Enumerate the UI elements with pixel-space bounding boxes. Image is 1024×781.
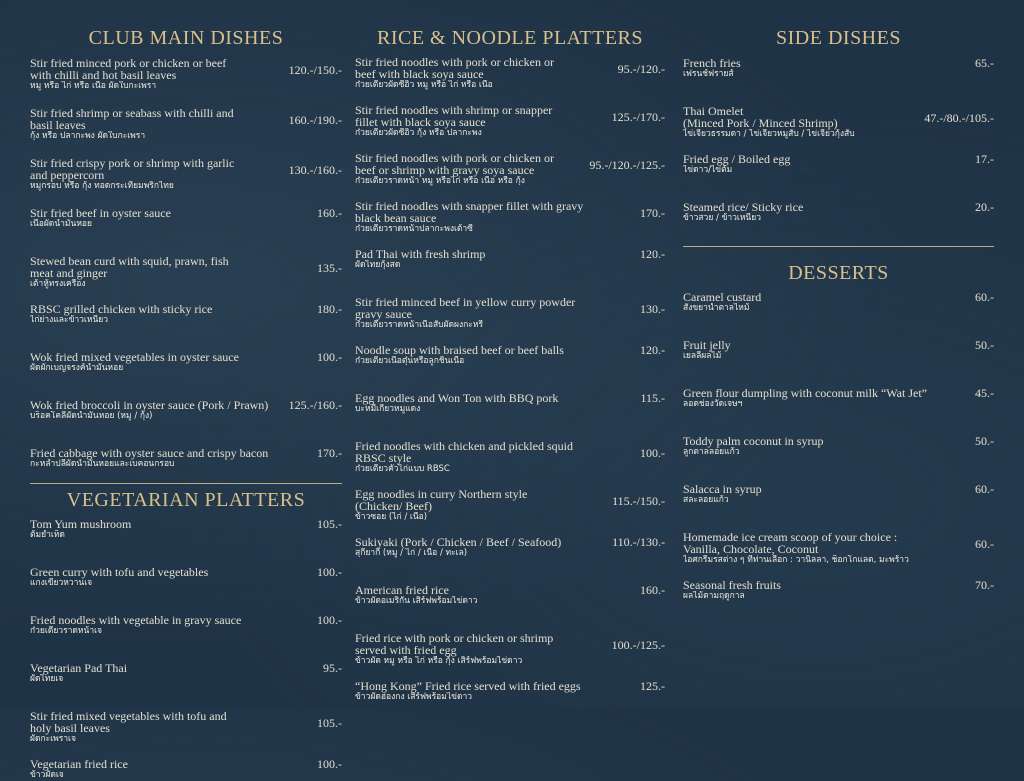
menu-item bbox=[683, 153, 994, 176]
menu-item bbox=[30, 399, 342, 422]
menu-item-price: 170.- bbox=[317, 446, 342, 460]
menu-item-price: 180.- bbox=[317, 302, 342, 316]
menu-item bbox=[30, 207, 342, 230]
menu-item-thai-name: ลูกตาลลอยแก้ว bbox=[683, 447, 740, 457]
menu-item-thai-name: ข้าวซอย (ไก่ / เนื้อ) bbox=[355, 512, 428, 522]
section-title-rice-noodle: RICE & NOODLE PLATTERS bbox=[377, 27, 643, 49]
menu-item-name: Stir fried noodles with pork or chicken or bbox=[355, 151, 554, 165]
menu-item-price: 125.- bbox=[640, 679, 665, 693]
menu-item-name: Vegetarian Pad Thai bbox=[30, 661, 128, 675]
menu-item-name: Salacca in syrup bbox=[683, 482, 762, 496]
menu-item-name: Egg noodles and Won Ton with BBQ pork bbox=[355, 391, 559, 405]
menu-item bbox=[355, 104, 665, 139]
menu-item-price: 100.- bbox=[640, 446, 665, 460]
menu-item bbox=[355, 248, 665, 271]
menu-item-name: meat and ginger bbox=[30, 266, 108, 280]
menu-item bbox=[30, 518, 342, 541]
menu-item-price: 17.- bbox=[975, 152, 994, 166]
menu-item-name: Stir fried minced pork or chicken or beef bbox=[30, 56, 227, 70]
menu-item-name: American fried rice bbox=[355, 583, 449, 597]
menu-item-name: Seasonal fresh fruits bbox=[683, 578, 781, 592]
menu-item-price: 160.-/190.- bbox=[288, 113, 342, 127]
menu-item-name: “Hong Kong” Fried rice served with fried eggs bbox=[355, 679, 581, 693]
menu-item bbox=[30, 107, 342, 142]
menu-item-thai-name: ก๋วยเตี๋ยวผัดซีอิ๊ว หมู หรือ ไก่ หรือ เนื้อ bbox=[355, 80, 493, 90]
menu-item-price: 170.- bbox=[640, 206, 665, 220]
side-dishes-list bbox=[683, 57, 994, 224]
menu-item-price: 125.-/160.- bbox=[288, 398, 342, 412]
menu-item-price: 50.- bbox=[975, 338, 994, 352]
menu-item-name: Stir fried minced beef in yellow curry powder bbox=[355, 295, 576, 309]
menu-item-price: 100.- bbox=[317, 757, 342, 771]
menu-item bbox=[355, 680, 665, 703]
menu-item-name: Stir fried noodles with snapper fillet with gravy bbox=[355, 199, 584, 213]
menu-item bbox=[683, 201, 994, 224]
menu-item-name: Fried rice with pork or chicken or shrimp bbox=[355, 631, 554, 645]
menu-item-price: 50.- bbox=[975, 434, 994, 448]
menu-item-price: 130.- bbox=[640, 302, 665, 316]
menu-item-thai-name: ไข่เจียวธรรมดา / ไข่เจียวหมูสับ / ไข่เจียวกุ้งสับ bbox=[683, 129, 855, 139]
club-main-list bbox=[30, 57, 342, 470]
left-column bbox=[30, 0, 342, 781]
menu-item-thai-name: บร็อคโคลี่ผัดน้ำมันหอย (หมู / กุ้ง) bbox=[30, 411, 153, 421]
menu-item-name: Toddy palm coconut in syrup bbox=[683, 434, 824, 448]
menu-item-thai-name: ก๋วยเตี๋ยวผัดซีอิ๊ว กุ้ง หรือ ปลากะพง bbox=[355, 128, 482, 138]
menu-item-name: fillet with black soya sauce bbox=[355, 115, 486, 129]
menu-item-price: 60.- bbox=[975, 537, 994, 551]
menu-item-price: 135.- bbox=[317, 261, 342, 275]
menu-item-thai-name: ไก่ย่างและข้าวเหนียว bbox=[30, 315, 109, 325]
menu-item-price: 100.- bbox=[317, 565, 342, 579]
menu-item-name: Fried egg / Boiled egg bbox=[683, 152, 791, 166]
menu-item-name: Stir fried crispy pork or shrimp with garlic bbox=[30, 156, 235, 170]
menu-item-thai-name: แกงเขียวหวานเจ bbox=[30, 578, 93, 588]
menu-item bbox=[355, 344, 665, 367]
menu-item bbox=[355, 584, 665, 607]
menu-item-price: 100.- bbox=[317, 350, 342, 364]
menu-item bbox=[683, 291, 994, 314]
menu-item bbox=[30, 710, 342, 745]
menu-item-thai-name: เนื้อผัดน้ำมันหอย bbox=[30, 219, 93, 229]
menu-item bbox=[30, 662, 342, 685]
menu-item-thai-name: ข้าวผัดเจ bbox=[30, 770, 64, 780]
menu-item-name: Fried cabbage with oyster sauce and crispy bacon bbox=[30, 446, 269, 460]
menu-item bbox=[355, 152, 665, 187]
menu-item-name: Tom Yum mushroom bbox=[30, 517, 132, 531]
menu-item-name: and peppercorn bbox=[30, 168, 105, 182]
menu-item bbox=[683, 57, 994, 80]
menu-item-thai-name: ผัดไทยเจ bbox=[30, 674, 64, 684]
menu-item-name: Egg noodles in curry Northern style bbox=[355, 487, 528, 501]
menu-item-price: 70.- bbox=[975, 578, 994, 592]
menu-item bbox=[30, 614, 342, 637]
menu-item-name: Stir fried shrimp or seabass with chilli and bbox=[30, 106, 234, 120]
menu-item-name: Vegetarian fried rice bbox=[30, 757, 128, 771]
menu-item-name: RBSC grilled chicken with sticky rice bbox=[30, 302, 213, 316]
menu-item-price: 95.-/120.-/125.- bbox=[589, 158, 665, 172]
menu-item bbox=[30, 351, 342, 374]
menu-item-thai-name: บะหมี่เกี๊ยวหมูแดง bbox=[355, 404, 421, 414]
menu-item-name: Green flour dumpling with coconut milk “Wat Jet” bbox=[683, 386, 927, 400]
section-title-vegetarian: VEGETARIAN PLATTERS bbox=[66, 489, 306, 511]
menu-item bbox=[683, 387, 994, 410]
menu-item bbox=[30, 566, 342, 589]
menu-item-thai-name: กะหล่ำปลีผัดน้ำมันหอยและเบคอนกรอบ bbox=[30, 459, 175, 469]
menu-item-name: Sukiyaki (Pork / Chicken / Beef / Seafood) bbox=[355, 535, 562, 549]
menu-item-thai-name: ลอดช่องวัดเจษฯ bbox=[683, 399, 743, 409]
menu-item-name: Stewed bean curd with squid, prawn, fish bbox=[30, 254, 229, 268]
section-divider bbox=[683, 246, 994, 247]
menu-item bbox=[683, 579, 994, 602]
menu-item-name: (Chicken/ Beef) bbox=[355, 499, 432, 513]
menu-item-thai-name: ก๋วยเตี๋ยวราดหน้าปลากะพงเต้าซี่ bbox=[355, 224, 473, 234]
menu-item-name: Pad Thai with fresh shrimp bbox=[355, 247, 486, 261]
menu-item-price: 60.- bbox=[975, 482, 994, 496]
menu-item-price: 105.- bbox=[317, 716, 342, 730]
menu-item-thai-name: หมูกรอบ หรือ กุ้ง ทอดกระเทียมพริกไทย bbox=[30, 181, 174, 191]
menu-item-thai-name: ก๋วยเตี๋ยวราดหน้าเจ bbox=[30, 626, 103, 636]
menu-item-thai-name: ผัดผักเบญจรงค์น้ำมันหอย bbox=[30, 363, 124, 373]
menu-item-price: 115.- bbox=[640, 391, 665, 405]
menu-item-name: Wok fried broccoli in oyster sauce (Pork / Prawn) bbox=[30, 398, 269, 412]
menu-item-price: 130.-/160.- bbox=[288, 163, 342, 177]
menu-item-thai-name: ผัดไทยกุ้งสด bbox=[355, 260, 401, 270]
menu-item-price: 160.- bbox=[317, 206, 342, 220]
menu-item-name: Fruit jelly bbox=[683, 338, 731, 352]
right-column bbox=[683, 0, 994, 602]
menu-item bbox=[355, 296, 665, 331]
menu-item-price: 47.-/80.-/105.- bbox=[924, 111, 994, 125]
menu-item-price: 120.- bbox=[640, 343, 665, 357]
vegetarian-list bbox=[30, 518, 342, 781]
menu-item-thai-name: ข้าวผัดฮ่องกง เสิร์ฟพร้อมไข่ดาว bbox=[355, 692, 473, 702]
menu-item bbox=[30, 303, 342, 326]
menu-item-thai-name: เยลลี่ผลไม้ bbox=[683, 351, 722, 361]
section-title-desserts: DESSERTS bbox=[788, 262, 889, 284]
menu-item-price: 65.- bbox=[975, 56, 994, 70]
menu-item-thai-name: สละลอยแก้ว bbox=[683, 495, 729, 505]
menu-item-name: holy basil leaves bbox=[30, 721, 110, 735]
desserts-list bbox=[683, 291, 994, 602]
menu-item bbox=[355, 488, 665, 523]
menu-item-thai-name: ข้าวผัดอเมริกัน เสิร์ฟพร้อมไข่ดาว bbox=[355, 596, 478, 606]
menu-item-name: Fried noodles with chicken and pickled squid bbox=[355, 439, 573, 453]
menu-item-thai-name: ข้าวผัด หมู หรือ ไก่ หรือ กุ้ง เสิร์ฟพร้อมไข่ดาว bbox=[355, 656, 523, 666]
menu-item-name: gravy sauce bbox=[355, 307, 412, 321]
menu-item-thai-name: ไอศกรีมรสต่าง ๆ ที่ท่านเลือก : วานิลลา, ช็อกโกแลต, มะพร้าว bbox=[683, 555, 909, 565]
rice-noodle-list bbox=[355, 56, 665, 703]
menu-item-price: 115.-/150.- bbox=[612, 494, 665, 508]
menu-item-price: 95.- bbox=[323, 661, 342, 675]
menu-item bbox=[355, 536, 665, 559]
menu-item-thai-name: สังขยาน้ำตาลไหม้ bbox=[683, 303, 750, 313]
menu-item-price: 125.-/170.- bbox=[611, 110, 665, 124]
menu-item bbox=[683, 339, 994, 362]
menu-item-name: with chilli and hot basil leaves bbox=[30, 68, 177, 82]
menu-item-thai-name: ก๋วยเตี๋ยวเนื้อตุ๋นหรือลูกชิ้นเนื้อ bbox=[355, 356, 465, 366]
menu-item-thai-name: ก๋วยเตี๋ยวราดหน้าเนื้อสับผัดผงกะหรี่ bbox=[355, 320, 484, 330]
menu-item bbox=[30, 157, 342, 192]
menu-item bbox=[683, 483, 994, 506]
menu-item-thai-name: กุ้ง หรือ ปลากะพง ผัดใบกะเพรา bbox=[30, 131, 146, 141]
menu-item-thai-name: เฟรนช์ฟรายส์ bbox=[683, 69, 734, 79]
menu-item-price: 100.- bbox=[317, 613, 342, 627]
menu-item bbox=[355, 392, 665, 415]
menu-item bbox=[355, 632, 665, 667]
menu-item-name: beef with black soya sauce bbox=[355, 67, 484, 81]
menu-item-name: beef or shrimp with gravy soya sauce bbox=[355, 163, 535, 177]
menu-item-price: 20.- bbox=[975, 200, 994, 214]
section-title-club-main: CLUB MAIN DISHES bbox=[88, 27, 284, 49]
menu-item-name: Steamed rice/ Sticky rice bbox=[683, 200, 804, 214]
menu-item-name: Green curry with tofu and vegetables bbox=[30, 565, 209, 579]
menu-item-name: basil leaves bbox=[30, 118, 86, 132]
menu-item bbox=[683, 531, 994, 566]
menu-item-thai-name: ผลไม้ตามฤดูกาล bbox=[683, 591, 745, 601]
menu-item-price: 105.- bbox=[317, 517, 342, 531]
menu-item-thai-name: หมู หรือ ไก่ หรือ เนื้อ ผัดใบกะเพรา bbox=[30, 81, 157, 91]
menu-item-price: 100.-/125.- bbox=[611, 638, 665, 652]
menu-item-thai-name: ผัดกะเพราเจ bbox=[30, 734, 76, 744]
menu-item-price: 45.- bbox=[975, 386, 994, 400]
menu-item-price: 60.- bbox=[975, 290, 994, 304]
menu-item bbox=[683, 435, 994, 458]
menu-item-thai-name: ข้าวสวย / ข้าวเหนียว bbox=[683, 213, 761, 223]
menu-item bbox=[30, 758, 342, 781]
menu-item-name: Caramel custard bbox=[683, 290, 762, 304]
menu-item-name: French fries bbox=[683, 56, 741, 70]
menu-item bbox=[683, 105, 994, 140]
menu-item-thai-name: สุกี้ยากี้ (หมู / ไก่ / เนื้อ / ทะเล) bbox=[355, 548, 468, 558]
menu-item-thai-name: ต้มยำเห็ด bbox=[30, 530, 65, 540]
menu-item-name: Stir fried noodles with shrimp or snapper bbox=[355, 103, 553, 117]
menu-item-name: Stir fried beef in oyster sauce bbox=[30, 206, 171, 220]
menu-item-price: 160.- bbox=[640, 583, 665, 597]
menu-item-thai-name: เต้าหู้ทรงเครื่อง bbox=[30, 279, 86, 289]
middle-column bbox=[355, 0, 665, 703]
menu-item-name: Stir fried mixed vegetables with tofu and bbox=[30, 709, 227, 723]
menu-item-thai-name: ก๋วยเตี๋ยวคั่วไก่แบบ RBSC bbox=[355, 464, 450, 474]
menu-item-name: Stir fried noodles with pork or chicken or bbox=[355, 55, 554, 69]
menu-item-price: 95.-/120.- bbox=[617, 62, 665, 76]
menu-item-name: Noodle soup with braised beef or beef balls bbox=[355, 343, 564, 357]
menu-item-price: 120.-/150.- bbox=[288, 63, 342, 77]
menu-item-price: 110.-/130.- bbox=[612, 535, 665, 549]
menu-item-name: Homemade ice cream scoop of your choice : bbox=[683, 530, 898, 544]
menu-item bbox=[30, 57, 342, 92]
menu-item-thai-name: ไข่ดาว/ไข่ต้ม bbox=[683, 165, 733, 175]
menu-item bbox=[355, 440, 665, 475]
section-title-side-dishes: SIDE DISHES bbox=[776, 27, 901, 49]
menu-item-name: served with fried egg bbox=[355, 643, 457, 657]
menu-item bbox=[30, 255, 342, 290]
menu-item-name: Thai Omelet bbox=[683, 104, 744, 118]
menu-item-name: (Minced Pork / Minced Shrimp) bbox=[683, 116, 838, 130]
menu-item-name: Fried noodles with vegetable in gravy sauce bbox=[30, 613, 242, 627]
menu-item bbox=[355, 200, 665, 235]
menu-item-name: Vanilla, Chocolate, Coconut bbox=[683, 542, 819, 556]
menu-item bbox=[30, 447, 342, 470]
menu-item-name: RBSC style bbox=[355, 451, 412, 465]
section-divider bbox=[30, 483, 342, 484]
menu-item-name: black bean sauce bbox=[355, 211, 437, 225]
menu-item bbox=[355, 56, 665, 91]
menu-item-price: 120.- bbox=[640, 247, 665, 261]
menu-item-thai-name: ก๋วยเตี๋ยวราดหน้า หมู หรือไก่ หรือ เนื้อ หรือ กุ้ง bbox=[355, 176, 525, 186]
menu-item-name: Wok fried mixed vegetables in oyster sauce bbox=[30, 350, 239, 364]
